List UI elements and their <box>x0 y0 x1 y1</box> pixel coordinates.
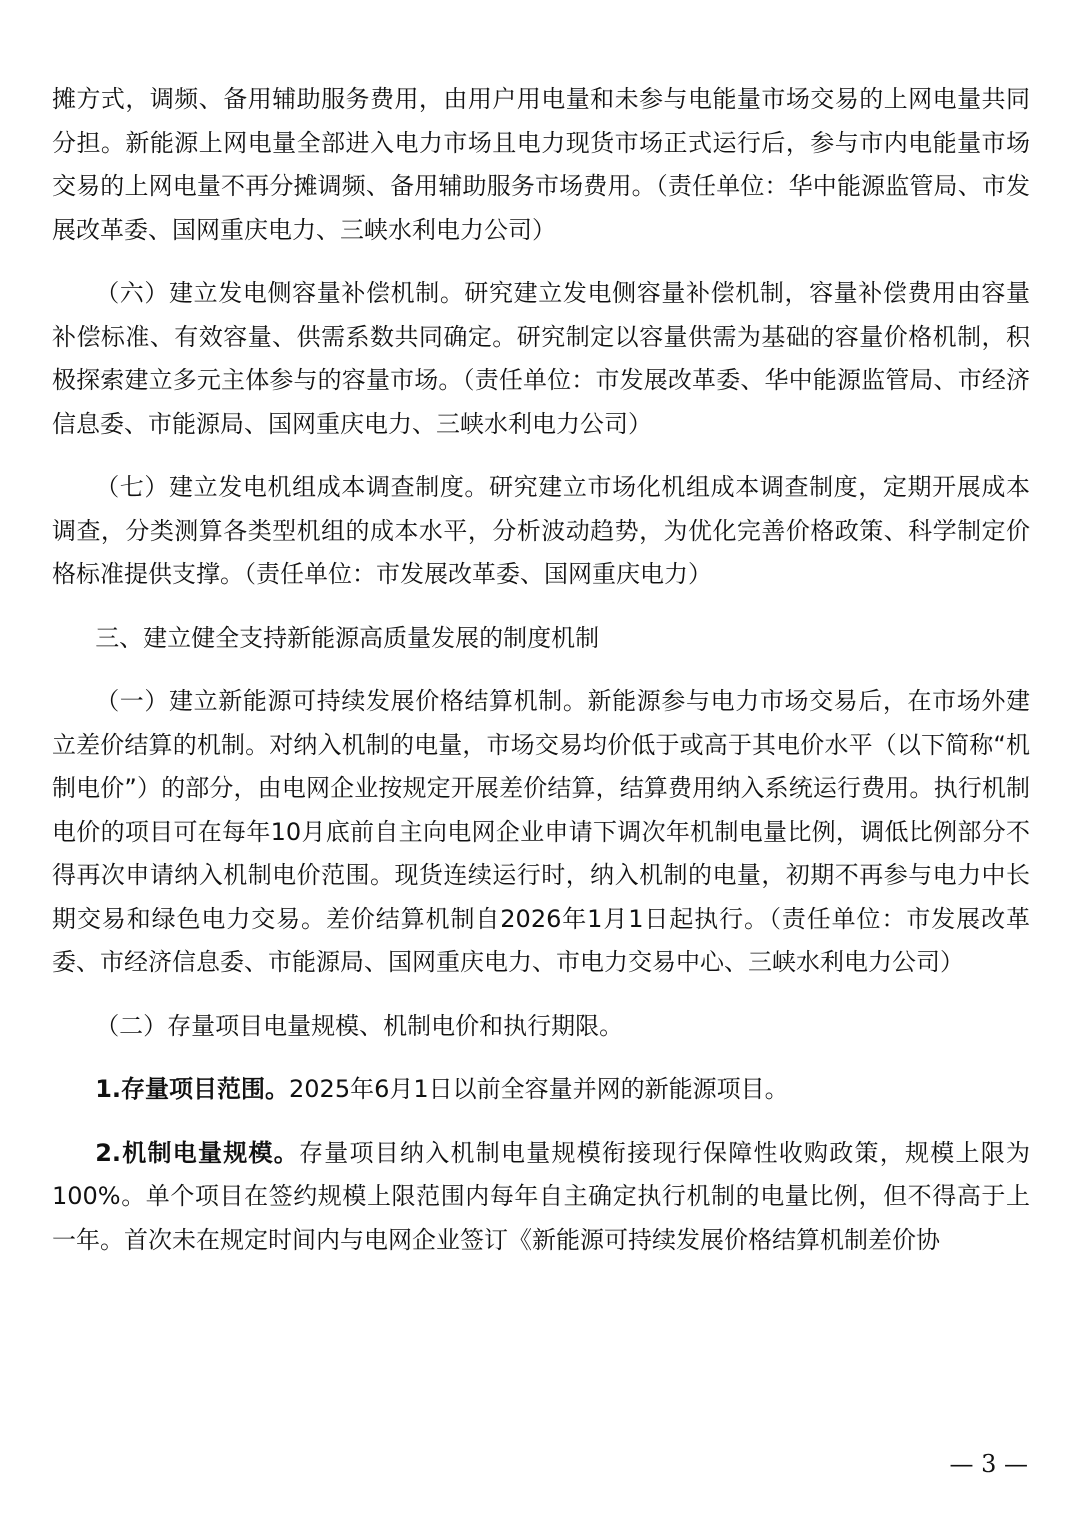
paragraph-existing-projects: （二）存量项目电量规模、机制电价和执行期限。 <box>95 1011 624 1040</box>
page-number: — 3 — <box>949 1450 1028 1478</box>
document-body <box>52 78 1030 1282</box>
lead-project-scope: 1.存量项目范围。 <box>95 1075 290 1103</box>
text-project-scope: 2025年6月1日以前全容量并网的新能源项目。 <box>289 1075 789 1103</box>
paragraph-price-settlement: （一）建立新能源可持续发展价格结算机制。新能源参与电力市场交易后，在市场外建立差价结算的机制。对纳入机制的电量，市场交易均价低于或高于其电价水平（以下简称“机制电价”）的部分，由电网企业按规定开展差价结算，结算费用纳入系统运行费用。执行机制电价的项目可在每年10月底前自主向电网企业申请下调次年机制电量比例，调低比例部分不得再次申请纳入机制电价范围。现货连续运行时，纳入机制的电量，初期不再参与电力中长期交易和绿色电力交易。差价结算机制自2026年1月1日起执行。（责任单位：市发展改革委、市经济信息委、市能源局、国网重庆电力、市电力交易中心、三峡水利电力公司） <box>52 687 1030 976</box>
text-mechanism-volume: 存量项目纳入机制电量规模衔接现行保障性收购政策，规模上限为100%。单个项目在签约规模上限范围内每年自主确定执行机制的电量比例，但不得高于上一年。首次未在规定时间内与电网企业签订《新能源可持续发展价格结算机制差价协 <box>52 1138 1030 1254</box>
paragraph-apportionment: 摊方式，调频、备用辅助服务费用，由用户用电量和未参与电能量市场交易的上网电量共同分担。新能源上网电量全部进入电力市场且电力现货市场正式运行后，参与市内电能量市场交易的上网电量不再分摊调频、备用辅助服务市场费用。（责任单位：华中能源监管局、市发展改革委、国网重庆电力、三峡水利电力公司） <box>52 85 1030 244</box>
paragraph-project-scope <box>52 1068 1030 1112</box>
lead-mechanism-volume: 2.机制电量规模。 <box>95 1138 299 1167</box>
paragraph-mechanism-volume <box>52 1132 1030 1263</box>
paragraph-cost-investigation: （七）建立发电机组成本调查制度。研究建立市场化机组成本调查制度，定期开展成本调查，分类测算各类型机组的成本水平，分析波动趋势，为优化完善价格政策、科学制定价格标准提供支撑。（责任单位：市发展改革委、国网重庆电力） <box>52 473 1030 588</box>
section-heading-new-energy: 三、建立健全支持新能源高质量发展的制度机制 <box>95 623 600 652</box>
paragraph-capacity-compensation: （六）建立发电侧容量补偿机制。研究建立发电侧容量补偿机制，容量补偿费用由容量补偿标准、有效容量、供需系数共同确定。研究制定以容量供需为基础的容量价格机制，积极探索建立多元主体参与的容量市场。（责任单位：市发展改革委、华中能源监管局、市经济信息委、市能源局、国网重庆电力、三峡水利电力公司） <box>52 279 1030 438</box>
